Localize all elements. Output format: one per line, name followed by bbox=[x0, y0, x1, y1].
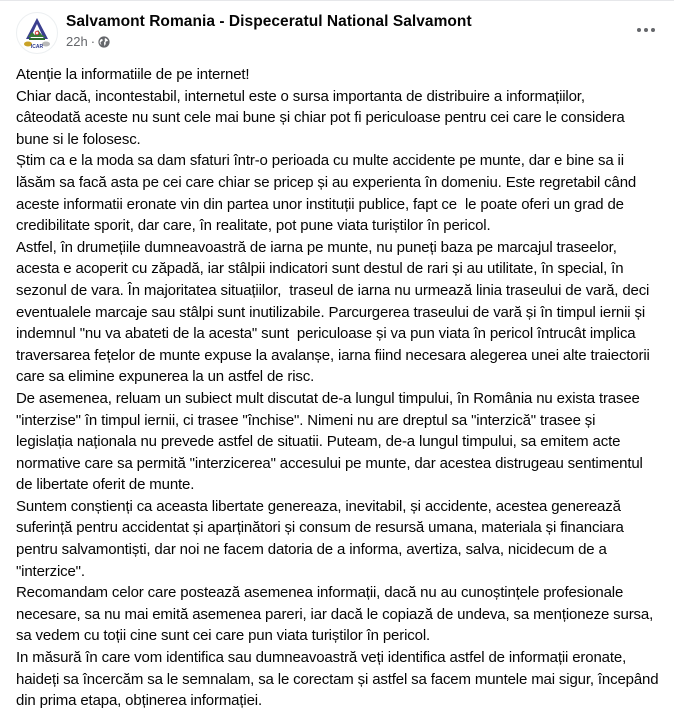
post-line: pentru salvamontiști, dar noi ne facem datoria de a informa, avertiza, salva, nicidecum de a bbox=[16, 541, 607, 559]
svg-text:ICAR: ICAR bbox=[30, 44, 44, 50]
page-name-link[interactable]: Salvamont Romania - Dispeceratul National Salvamont bbox=[66, 13, 472, 30]
globe-icon[interactable] bbox=[98, 36, 110, 48]
post-line: care sa elimine expunerea la un astfel de risc. bbox=[16, 368, 315, 386]
post-line: In măsură în care vom identifica sau dumneavoastră veți identifica astfel de informații eronate, bbox=[16, 649, 627, 667]
meta-separator: · bbox=[90, 34, 96, 49]
post-line: necesare, sa nu mai emită asemenea pareri, iar dacă le copiază de undeva, sa menționeze sursa, bbox=[16, 605, 654, 623]
post-line: Chiar dacă, incontestabil, internetul este o sursa importanta de distribuire a informațiilor, bbox=[16, 87, 585, 105]
post-line: acesta e acoperit cu zăpadă, iar stâlpii indicatori sunt destul de rari și au utilitate, în special, în bbox=[16, 260, 624, 278]
more-horizontal-icon-dot bbox=[644, 28, 648, 32]
post-line: De asemenea, reluam un subiect mult discutat de-a lungul timpului, în România nu exista trasee bbox=[16, 389, 640, 407]
salvamont-logo-icon bbox=[17, 13, 57, 53]
more-horizontal-icon-dot bbox=[637, 28, 641, 32]
post-line: sezonul de vara. În majoritatea situațiilor, traseul de iarna nu urmează linia traseului de vară, deci bbox=[16, 281, 650, 299]
post-line: normative care sa permită "interzicerea" accesului pe munte, dar acestea distrugeau sentimentul bbox=[16, 454, 643, 472]
post-text bbox=[16, 64, 666, 712]
post-line: câteodată aceste nu sunt cele mai bune și chiar pot fi periculoase pentru cei care le considera bbox=[16, 109, 625, 127]
post-line: indemnul "nu va abateti de la acesta" sunt periculoase și va pun viata în pericol întrucât implica bbox=[16, 325, 636, 343]
post-line: bune si le folosesc. bbox=[16, 130, 141, 148]
post-top-border bbox=[0, 0, 674, 1]
post-line: eventualele marcaje sau stâlpi sunt inutilizabile. Parcurgerea traseului de vară și în timpul iernii și bbox=[16, 303, 646, 321]
post-line: credibilitate sporit, dar care, în realitate, pot pune viata turiștilor în pericol. bbox=[16, 217, 491, 235]
more-horizontal-icon-dot bbox=[651, 28, 655, 32]
post-line: "interzice". bbox=[16, 562, 85, 580]
post-line: din prima etapa, obținerea informației. bbox=[16, 692, 262, 710]
post-line: lăsăm sa facă asta pe cei care chiar se pricep și au experienta în domeniu. Este regretabil când bbox=[16, 173, 637, 191]
more-options-button[interactable] bbox=[632, 22, 660, 38]
post-line: haideți sa încercăm sa le semnalam, sa le corectam și astfel sa facem muntele mai sigur, începând bbox=[16, 670, 659, 688]
avatar[interactable] bbox=[16, 12, 58, 54]
post-line: Recomandam celor care postează asemenea informații, dacă nu au cunoștințele profesionale bbox=[16, 584, 624, 602]
post-line: suferință pentru accidentat și aparținători și consum de resursă umana, materiala și financiara bbox=[16, 519, 624, 537]
post-line: legislația naționala nu prevede astfel de situatii. Puteam, de-a lungul timpului, sa emitem acte bbox=[16, 433, 621, 451]
post-line: traversarea fețelor de munte expuse la avalanșe, iarna fiind necesara alegerea unei alte traiectorii bbox=[16, 346, 650, 364]
post-line: "interzise" în timpul iernii, ci trasee "închise". Nimeni nu are dreptul sa "interzică" trasee și bbox=[16, 411, 596, 429]
post-line: aceste informatii eronate vin din partea unor instituții publice, fapt ce le poate oferi un grad de bbox=[16, 195, 624, 213]
post-line: Astfel, în drumețiile dumneavoastră de iarna pe munte, nu puneți baza pe marcajul traseelor, bbox=[16, 238, 617, 256]
post-meta bbox=[66, 34, 472, 50]
post-header bbox=[16, 12, 658, 56]
post-line: Suntem conștienți ca aceasta libertate genereaza, inevitabil, și accidente, acestea generează bbox=[16, 497, 621, 515]
post-timestamp[interactable]: 22h bbox=[66, 34, 88, 49]
post-line: sa vedem cu toții cine sunt cei care pun viata turiștilor în pericol. bbox=[16, 627, 431, 645]
post-line: Știm ca e la moda sa dam sfaturi într-o perioada cu multe accidente pe munte, dar e bine sa ii bbox=[16, 152, 624, 170]
post-line: Atenție la informatiile de pe internet! bbox=[16, 66, 250, 83]
post-line: de libertate oferit de munte. bbox=[16, 476, 195, 494]
